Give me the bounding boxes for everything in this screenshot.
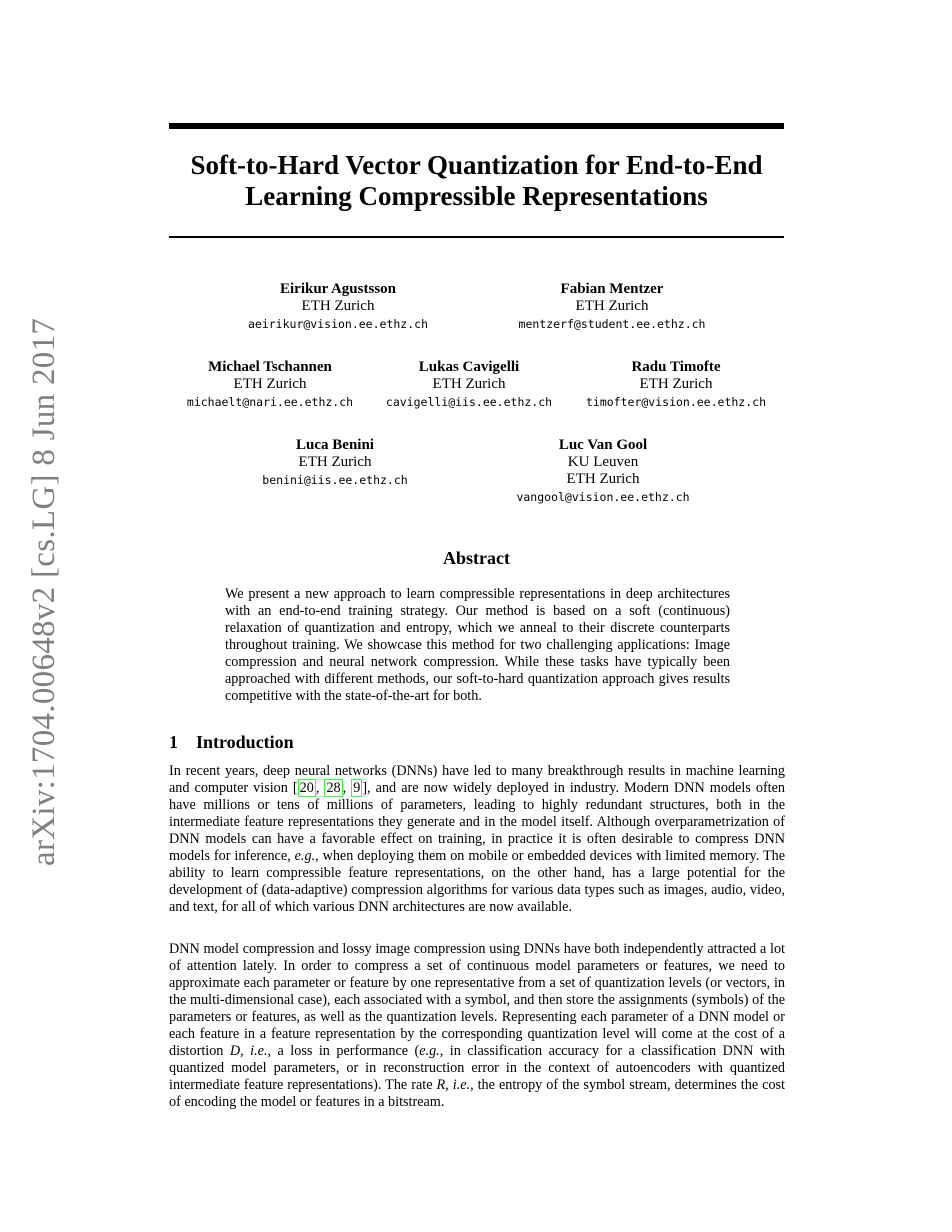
text-run: , [240, 1043, 251, 1059]
author-name: Luc Van Gool [558, 437, 648, 453]
text-run: In recent years, deep neural networks (DNNs) have led to many breakthrough results in machine learning and computer vision [ [169, 763, 785, 796]
intro-paragraph-1 [169, 763, 785, 916]
author-affiliation: ETH Zurich [639, 376, 713, 392]
math-symbol: D [229, 1043, 241, 1059]
author-name: Michael Tschannen [208, 359, 332, 375]
author-email: mentzerf@student.ee.ethz.ch [518, 317, 706, 331]
text-run: ], and are now widely deployed in industry. Modern DNN models often have millions or tens of millions of parameters, leading to highly redundant structures, both in the intermediate feature representations they generate and in the model itself. Although overparametrization of DNN models can have a favorable effect on training, in practice it is often desirable to compress DNN models for inference, [169, 780, 785, 864]
math-symbol: R [436, 1077, 446, 1093]
intro-paragraph-2 [169, 941, 785, 1111]
title-bottom-rule [169, 236, 784, 238]
author-email: vangool@vision.ee.ethz.ch [516, 490, 690, 504]
title-line-2: Learning Compressible Representations [245, 181, 708, 211]
title-line-1: Soft-to-Hard Vector Quantization for End-to-End [190, 150, 763, 180]
text-run: , a loss in performance ( [267, 1043, 420, 1059]
text-run: , when deploying them on mobile or embedded devices with limited memory. The ability to learn compressible feature representations, on the other hand, has a large potential for the development of (data-adaptive) compression algorithms for various data types such as images, audio, video, and text, for all of which various DNN architectures are now available. [169, 848, 786, 915]
abstract-heading: Abstract [443, 548, 510, 568]
author-block [574, 359, 778, 412]
author-name: Luca Benini [296, 437, 374, 453]
author-name: Fabian Mentzer [560, 281, 664, 297]
author-affiliation: ETH Zurich [301, 298, 375, 314]
author-name: Eirikur Agustsson [279, 281, 396, 297]
text-run: , [342, 780, 352, 796]
author-block [238, 281, 438, 334]
author-affiliation-2: ETH Zurich [566, 471, 640, 487]
author-email: cavigelli@iis.ee.ethz.ch [385, 395, 553, 409]
text-run-italic: i.e. [452, 1077, 471, 1093]
section-heading [169, 732, 294, 753]
author-name: Radu Timofte [631, 359, 721, 375]
author-affiliation: KU Leuven [567, 454, 639, 470]
citation-link[interactable]: 20 [299, 780, 314, 796]
text-run-italic: i.e. [250, 1043, 268, 1059]
citation-link[interactable]: 9 [353, 780, 361, 796]
title-top-rule [169, 123, 784, 129]
author-affiliation: ETH Zurich [298, 454, 372, 470]
author-block [498, 437, 708, 507]
text-run-italic: e.g. [419, 1043, 440, 1059]
author-block [245, 437, 425, 490]
text-run: , the entropy of the symbol stream, determines the cost of encoding the model or features in a bitstream. [169, 1077, 785, 1110]
arxiv-watermark: arXiv:1704.00648v2 [cs.LG] 8 Jun 2017 [26, 317, 62, 866]
author-affiliation: ETH Zurich [233, 376, 307, 392]
text-run-italic: e.g. [294, 848, 316, 864]
author-affiliation: ETH Zurich [575, 298, 649, 314]
text-run: DNN model compression and lossy image compression using DNNs have both independently attracted a lot of attention lately. In order to compress a set of continuous model parameters or features, we need to approximate each parameter or feature by one representative from a set of quantization levels (or vectors, in the multi-dimensional case), each associated with a symbol, and then store the assignments (symbols) of the parameters or features, as well as the quantization levels. Representing each parameter of a DNN model or each feature in a feature representation by the corresponding quantization level will come at the cost of a distortion [169, 941, 785, 1059]
author-affiliation: ETH Zurich [432, 376, 506, 392]
citation-link[interactable]: 28 [326, 780, 341, 796]
section-title-text: Introduction [196, 732, 294, 752]
author-block [175, 359, 365, 412]
author-name: Lukas Cavigelli [418, 359, 520, 375]
text-run: , [315, 780, 325, 796]
author-email: michaelt@nari.ee.ethz.ch [186, 395, 354, 409]
author-email: aeirikur@vision.ee.ethz.ch [247, 317, 428, 331]
author-email: benini@iis.ee.ethz.ch [262, 473, 408, 487]
text-run: , [445, 1077, 453, 1093]
text-run: , in classification accuracy for a classification DNN with quantized model parameters, or in reconstruction error in the context of autoencoders with quantized intermediate feature representations). The rate [169, 1043, 786, 1093]
paper-title [169, 150, 784, 212]
author-block [497, 281, 727, 334]
abstract-text: We present a new approach to learn compressible representations in deep architectures with an end-to-end training strategy. Our method is based on a soft (continuous) relaxation of quantization and entropy, which we anneal to their discrete counterparts throughout training. We showcase this method for two challenging applications: Image compression and neural network compression. While these tasks have typically been approached with different methods, our soft-to-hard quantization approach gives results competitive with the state-of-the-art for both. [225, 586, 730, 704]
author-block [372, 359, 566, 412]
section-number: 1 [169, 732, 178, 752]
author-email: timofter@vision.ee.ethz.ch [585, 395, 766, 409]
